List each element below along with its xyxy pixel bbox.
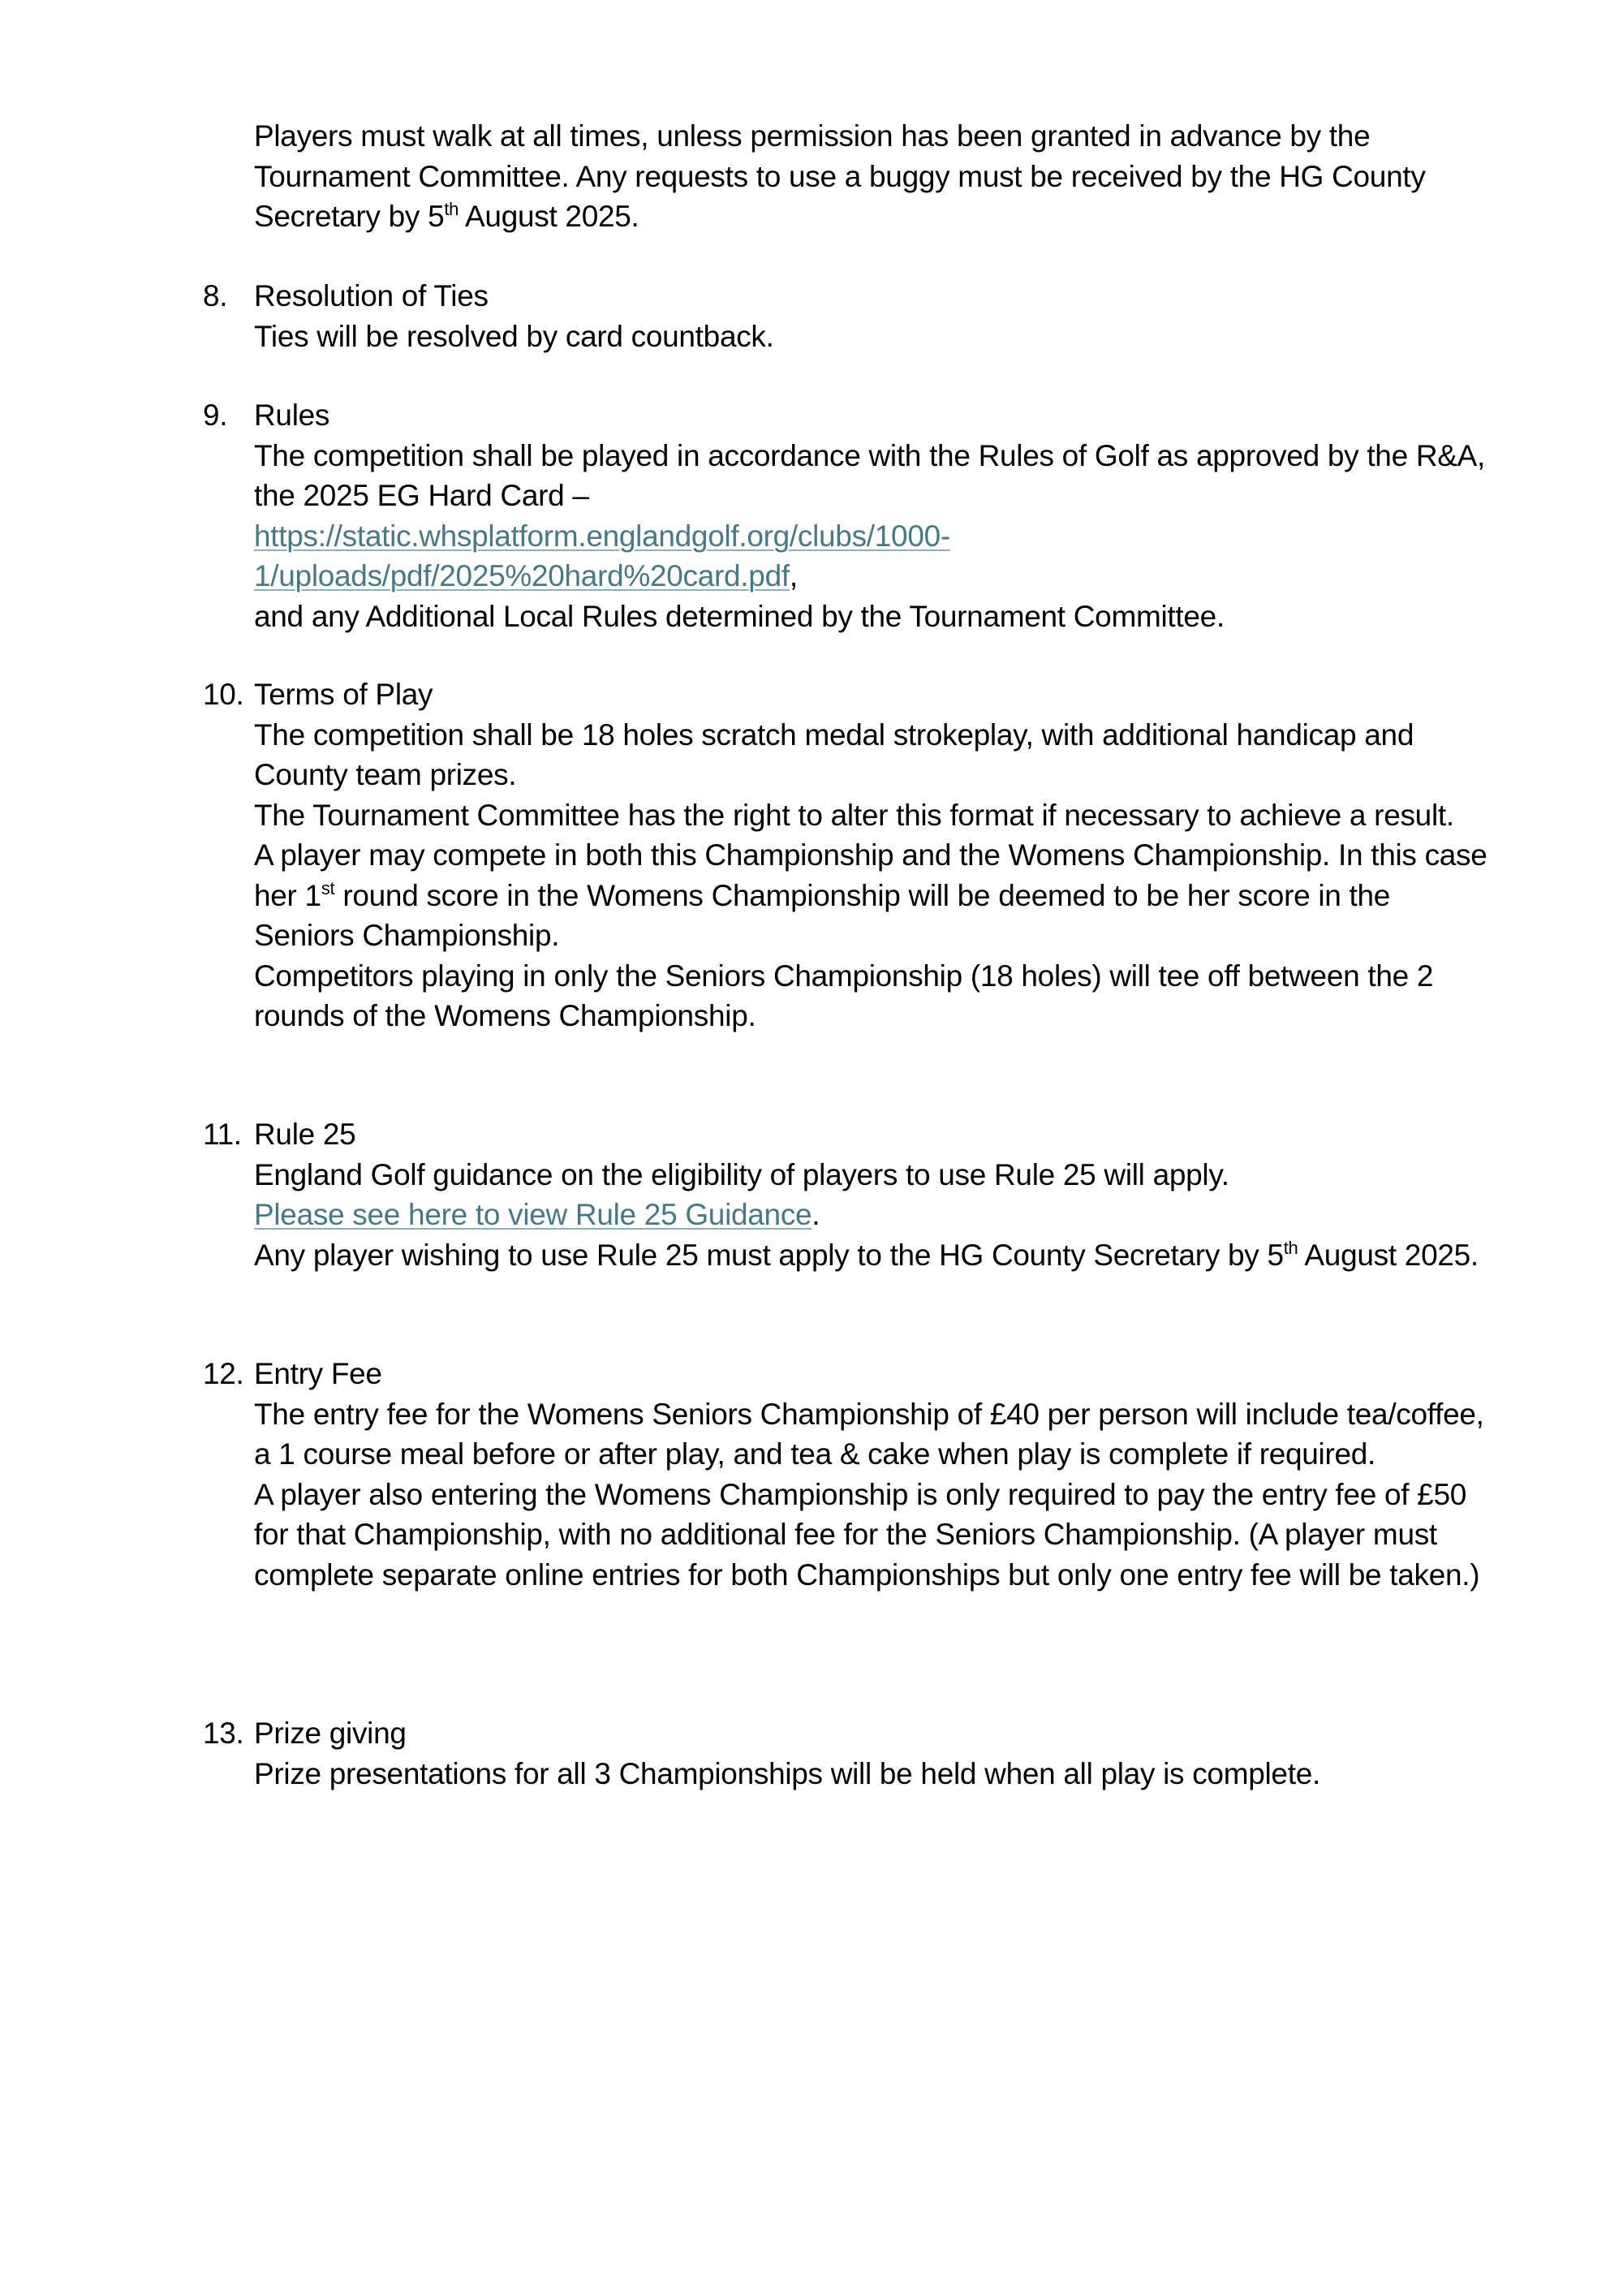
section-entry-fee: [203, 1354, 1493, 1595]
paragraph-text-end: August 2025.: [1298, 1238, 1479, 1272]
hard-card-link-paragraph: [254, 516, 1493, 597]
section-body: [203, 1754, 1493, 1794]
paragraph-text-end: round score in the Womens Championship will be deemed to be her score in the Seniors Championship.: [254, 878, 1391, 952]
section-body: [203, 1394, 1493, 1596]
paragraph-text: Any player wishing to use Rule 25 must apply to the HG County Secretary by 5: [254, 1238, 1284, 1272]
ordinal-suffix: th: [1283, 1237, 1298, 1258]
section-terms-of-play: [203, 674, 1493, 1036]
hard-card-link-line1: https://static.whsplatform.englandgolf.org/clubs/1000-: [254, 519, 950, 553]
section-prize-giving: [203, 1713, 1493, 1794]
buggy-policy-paragraph: [254, 116, 1487, 237]
section-paragraph: England Golf guidance on the eligibility of players to use Rule 25 will apply.: [254, 1157, 1229, 1191]
section-body: [203, 1155, 1493, 1276]
section-paragraph: The entry fee for the Womens Seniors Championship of £40 per person will include tea/coffee, a 1 course meal before or after play, and tea & cake when play is complete if required.: [254, 1397, 1484, 1471]
section-paragraph: Competitors playing in only the Seniors Championship (18 holes) will tee off between the 2 rounds of the Womens Championship.: [254, 958, 1434, 1032]
section-number: 8.: [203, 279, 228, 312]
section-heading: Terms of Play: [254, 678, 433, 711]
section-number: 11.: [203, 1118, 242, 1151]
section-paragraph: The Tournament Committee has the right to alter this format if necessary to achieve a result.: [254, 798, 1454, 832]
buggy-policy-text-end: August 2025.: [458, 200, 639, 233]
section-number: 13.: [203, 1717, 244, 1750]
section-number: 10.: [203, 678, 244, 711]
section-heading: Resolution of Ties: [254, 279, 489, 312]
section-heading: Prize giving: [254, 1717, 407, 1750]
section-paragraph: [254, 1235, 1493, 1276]
section-body: [203, 715, 1493, 1036]
section-paragraph: The competition shall be 18 holes scratch medal strokeplay, with additional handicap and County team prizes.: [254, 717, 1414, 791]
section-heading: Rules: [254, 398, 330, 432]
section-rule-25: [203, 1114, 1493, 1275]
ordinal-suffix: st: [321, 877, 335, 898]
section-paragraph: The competition shall be played in accordance with the Rules of Golf as approved by the R&A, the 2025 EG Hard Card –: [254, 438, 1485, 512]
ordinal-suffix: th: [444, 199, 459, 219]
section-paragraph: [254, 835, 1493, 956]
buggy-policy-text: Players must walk at all times, unless permission has been granted in advance by the Tournament Committee. Any requests to use a buggy must be received by the HG County Secretary by 5: [254, 119, 1426, 233]
rule-25-link-paragraph: [254, 1195, 1493, 1235]
section-paragraph: and any Additional Local Rules determined by the Tournament Committee.: [254, 599, 1225, 633]
section-rules: [203, 395, 1493, 636]
section-paragraph: Ties will be resolved by card countback.: [254, 319, 774, 353]
section-body: [203, 317, 1493, 357]
paragraph-text: A player may compete in both this Championship and the Womens Championship. In this case her 1: [254, 838, 1487, 912]
hard-card-link[interactable]: [254, 519, 950, 593]
section-heading: Entry Fee: [254, 1357, 382, 1390]
section-paragraph: A player also entering the Womens Championship is only required to pay the entry fee of £50 for that Championship, with no additional fee for the Seniors Championship. (A player must complete separate online entries for both Championships but only one entry fee will be taken.): [254, 1477, 1480, 1592]
section-body: [203, 436, 1493, 637]
section-number: 12.: [203, 1357, 244, 1390]
link-suffix: .: [812, 1198, 820, 1231]
section-paragraph: Prize presentations for all 3 Championships will be held when all play is complete.: [254, 1756, 1320, 1790]
section-number: 9.: [203, 398, 228, 432]
section-resolution-of-ties: [203, 276, 1493, 356]
link-suffix: ,: [789, 559, 798, 592]
hard-card-link-line2: 1/uploads/pdf/2025%20hard%20card.pdf: [254, 559, 790, 592]
rule-25-guidance-link[interactable]: Please see here to view Rule 25 Guidance: [254, 1198, 812, 1231]
section-heading: Rule 25: [254, 1118, 356, 1151]
